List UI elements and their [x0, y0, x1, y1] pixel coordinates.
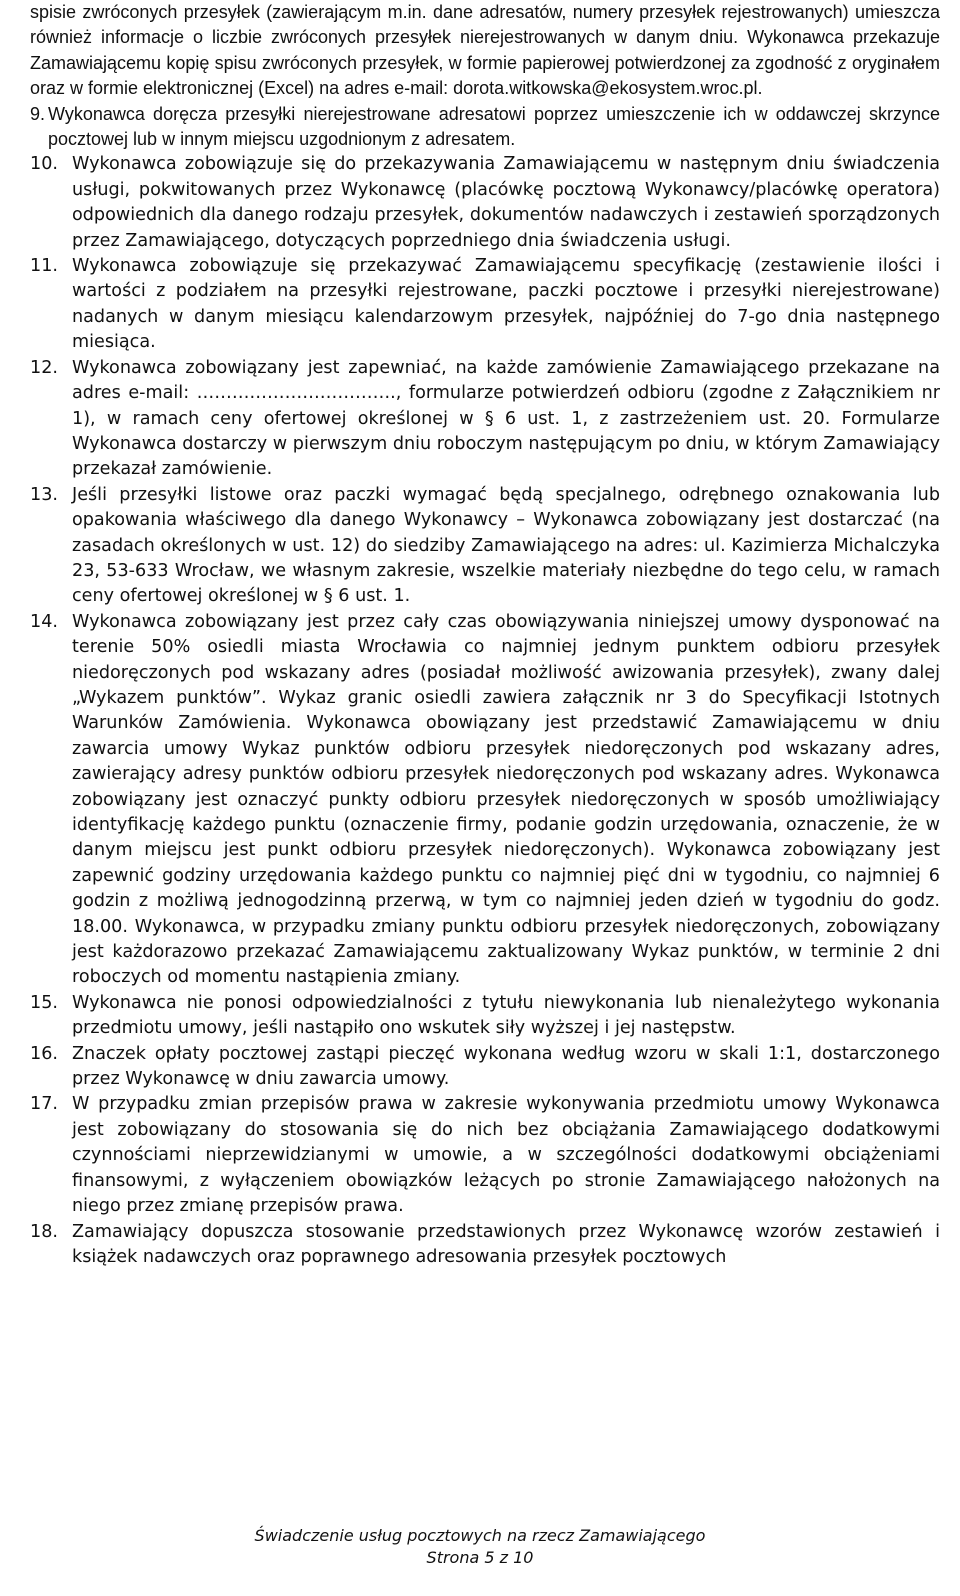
item-number: 13. — [30, 484, 58, 505]
item-number: 15. — [30, 992, 58, 1013]
item-text: Wykonawca zobowiązany jest przez cały czas obowiązywania niniejszej umowy dysponować na terenie 50% osiedli miasta Wrocławia co najmniej jednym punktem odbioru przesyłek niedoręczonych pod wskazany adres (posiadał możliwość awizowania przesyłek), zwany dalej „Wykazem punktów”. Wykaz granic osiedli zawiera załącznik nr 3 do Specyfikacji Istotnych Warunków Zamówienia. Wykonawca obowiązany jest przedstawić Zamawiającemu w dniu zawarcia umowy Wykaz punktów odbioru przesyłek niedoręczonych pod wskazany adres, zawierający adresy punktów odbioru przesyłek niedoręczonych pod wskazany adres. Wykonawca zobowiązany jest oznaczyć punkty odbioru przesyłek niedoręczonych w sposób umożliwiający identyfikację każdego punktu (oznaczenie firmy, podanie godzin urzędowania, oznaczenie, że w danym miejscu jest punkt odbioru przesyłek niedoręczonych). Wykonawca zobowiązany jest zapewnić godziny urzędowania każdego punktu co najmniej pięć dni w tygodniu, co najmniej 6 godzin z możliwą jednogodzinną przerwą, w tym co najmniej jeden dzień w tygodniu do godz. 18.00. Wykonawca, w przypadku zmiany punktu odbioru przesyłek niedoręczonych, zobowiązany jest każdorazowo przekazać Zamawiającemu zaktualizowany Wykaz punktów, w terminie 2 dni roboczych od momentu nastąpienia zmiany. — [72, 611, 940, 988]
item-text: Wykonawca zobowiązany jest zapewniać, na każde zamówienie Zamawiającego przekazane na adres e-mail: ……………………………., formularze potwierdzeń odbioru (zgodne z Załącznikiem nr 1), w ramach ceny ofertowej określonej w § 6 ust. 1, z zastrzeżeniem ust. 20. Formularze Wykonawca dostarczy w pierwszym dniu roboczym następującym po dniu, w którym Zamawiający przekazał zamówienie. — [72, 357, 940, 480]
list-item-14 — [30, 610, 940, 991]
list-item-9 — [30, 102, 940, 153]
item-number: 18. — [30, 1221, 58, 1242]
intro-paragraph: spisie zwróconych przesyłek (zawierającym m.in. dane adresatów, numery przesyłek rejestrowanych) umieszcza również informacje o liczbie zwróconych przesyłek nierejestrowanych w danym dniu. Wykonawca przekazuje Zamawiającemu kopię spisu zwróconych przesyłek, w formie papierowej potwierdzonej za zgodność z oryginałem oraz w formie elektronicznej (Excel) na adres e-mail: dorota.witkowska@ekosystem.wroc.pl. — [30, 2, 940, 99]
item-number: 17. — [30, 1094, 58, 1115]
item-number: 10. — [30, 154, 58, 175]
document-body — [30, 0, 940, 1270]
item-text: Jeśli przesyłki listowe oraz paczki wymagać będą specjalnego, odrębnego oznakowania lub opakowania właściwego dla danego Wykonawcy – Wykonawca zobowiązany jest dostarczać (na zasadach określonych w ust. 12) do siedziby Zamawiającego na adres: ul. Kazimierza Michalczyka 23, 53-633 Wrocław, we własnym zakresie, wszelkie materiały niezbędne do tego celu, w ramach ceny ofertowej określonej w § 6 ust. 1. — [72, 484, 940, 607]
item-text: Wykonawca doręcza przesyłki nierejestrowane adresatowi poprzez umieszczenie ich w oddawczej skrzynce pocztowej lub w innym miejscu uzgodnionym z adresatem. — [48, 103, 940, 150]
item-text: Wykonawca zobowiązuje się przekazywać Zamawiającemu specyfikację (zestawienie ilości i wartości z podziałem na przesyłki rejestrowane, paczki pocztowe i przesyłki nierejestrowane) nadanych w danym miesiącu kalendarzowym przesyłek, najpóźniej do 7-go dnia następnego miesiąca. — [72, 256, 940, 353]
item-number: 11. — [30, 256, 58, 277]
list-item-17 — [30, 1092, 940, 1219]
item-text: Zamawiający dopuszcza stosowanie przedstawionych przez Wykonawcę wzorów zestawień i książek nadawczych oraz poprawnego adresowania przesyłek pocztowych — [72, 1221, 940, 1267]
item-number: 12. — [30, 357, 58, 378]
page-number: Strona 5 z 10 — [426, 1548, 534, 1567]
list-item-16 — [30, 1042, 940, 1093]
item-text: Znaczek opłaty pocztowej zastąpi pieczęć wykonana według wzoru w skali 1:1, dostarczonego przez Wykonawcę w dniu zawarcia umowy. — [72, 1043, 940, 1090]
list-item-12 — [30, 356, 940, 483]
item-text: Wykonawca nie ponosi odpowiedzialności z tytułu niewykonania lub nienależytego wykonania przedmiotu umowy, jeśli nastąpiło ono wskutek siły wyższej i jej następstw. — [72, 992, 940, 1039]
item-number: 16. — [30, 1043, 58, 1064]
item-number: 14. — [30, 611, 58, 632]
list-item-13 — [30, 483, 940, 610]
footer-title: Świadczenie usług pocztowych na rzecz Zamawiającego — [254, 1526, 706, 1545]
item-number: 9. — [30, 103, 46, 124]
item-text: W przypadku zmian przepisów prawa w zakresie wykonywania przedmiotu umowy Wykonawca jest zobowiązany do stosowania się do nich bez obciążania Zamawiającego dodatkowymi czynnościami nieprzewidzianymi w umowie, a w szczególności dodatkowymi obciążeniami finansowymi, z wyłączeniem obowiązków leżących po stronie Zamawiającego nałożonych na niego przez zmianę przepisów prawa. — [72, 1094, 940, 1217]
item-text: Wykonawca zobowiązuje się do przekazywania Zamawiającemu w następnym dniu świadczenia usługi, pokwitowanych przez Wykonawcę (placówkę pocztową Wykonawcy/placówkę operatora) odpowiednich dla danego rodzaju przesyłek, dokumentów nadawczych i zestawień sporządzonych przez Zamawiającego, dotyczących poprzedniego dnia świadczenia usługi. — [72, 154, 940, 251]
list-item-10 — [30, 152, 940, 254]
list-item-15 — [30, 991, 940, 1042]
list-item-11 — [30, 254, 940, 356]
list-item-18 — [30, 1220, 940, 1271]
